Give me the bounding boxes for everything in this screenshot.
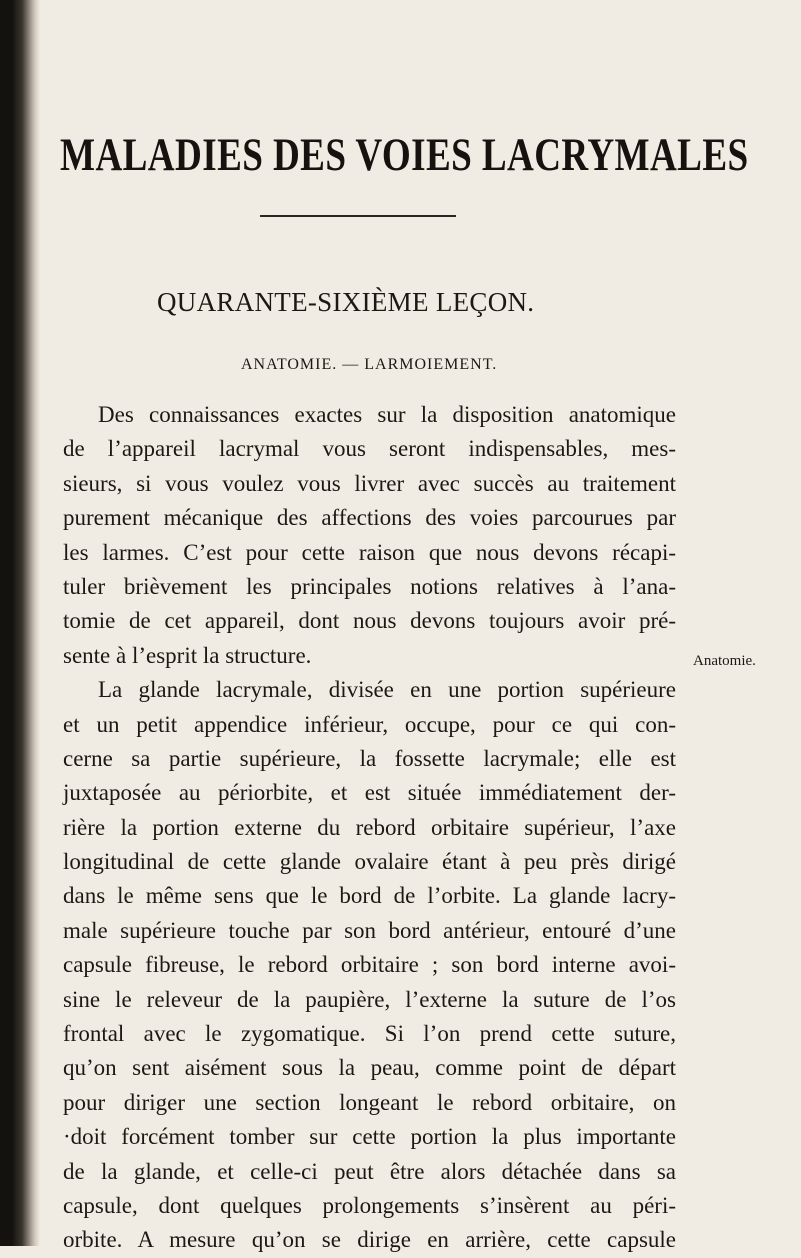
text-line: rière la portion externe du rebord orbitaire supérieur, l’axe [63, 814, 676, 840]
text-line: Des connaissances exactes sur la disposition anatomique [98, 402, 676, 427]
lecon-subtitle: ANATOMIE. — LARMOIEMENT. [241, 356, 498, 373]
text-line: les larmes. C’est pour cette raison que nous devons récapi- [63, 539, 676, 565]
text-line: de l’appareil lacrymal vous seront indispensables, mes- [63, 436, 676, 462]
text-line: tomie de cet appareil, dont nous devons toujours avoir pré- [63, 608, 676, 634]
text-line: cerne sa partie supérieure, la fossette lacrymale; elle est [63, 745, 676, 771]
margin-note: Anatomie. [693, 653, 756, 669]
text-line: juxtaposée au périorbite, et est située immédiatement der- [63, 780, 676, 806]
text-line: capsule, dont quelques prolongements s’insèrent au péri- [63, 1192, 676, 1218]
text-line: sine le releveur de la paupière, l’externe la suture de l’os [63, 986, 676, 1012]
text-line: sieurs, si vous voulez vous livrer avec succès au traitement [63, 470, 676, 496]
text-line: La glande lacrymale, divisée en une portion supérieure [98, 677, 676, 703]
text-line: purement mécanique des affections des voies parcourues par [63, 505, 676, 531]
text-line: et un petit appendice inférieur, occupe, pour ce qui con- [63, 711, 676, 737]
text-line: qu’on sent aisément sous la peau, comme point de départ [63, 1055, 676, 1081]
text-line: ·doit forcément tomber sur cette portion la plus importante [63, 1124, 676, 1150]
text-line: tuler brièvement les principales notions relatives à l’ana- [63, 573, 676, 599]
text-line: de la glande, et celle-ci peut être alors détachée dans sa [63, 1158, 676, 1184]
text-line: male supérieure touche par son bord antérieur, entouré d’une [63, 917, 676, 943]
text-line: capsule fibreuse, le rebord orbitaire ; son bord interne avoi- [63, 952, 676, 978]
text-line: sente à l’esprit la structure. [63, 642, 312, 668]
text-line: orbite. A mesure qu’on se dirige en arrière, cette capsule [63, 1227, 676, 1253]
text-line: frontal avec le zygomatique. Si l’on prend cette suture, [63, 1021, 676, 1047]
body-text [63, 398, 676, 1258]
lecon-title: QUARANTE-SIXIÈME LEÇON. [157, 287, 535, 317]
running-title: MALADIES DES VOIES LACRYMALES [60, 129, 749, 181]
text-line: dans le même sens que le bord de l’orbite. La glande lacry- [63, 883, 676, 909]
text-line: pour diriger une section longeant le rebord orbitaire, on [63, 1089, 676, 1115]
title-rule-divider [260, 215, 456, 217]
text-line: longitudinal de cette glande ovalaire étant à peu près dirigé [63, 849, 676, 875]
